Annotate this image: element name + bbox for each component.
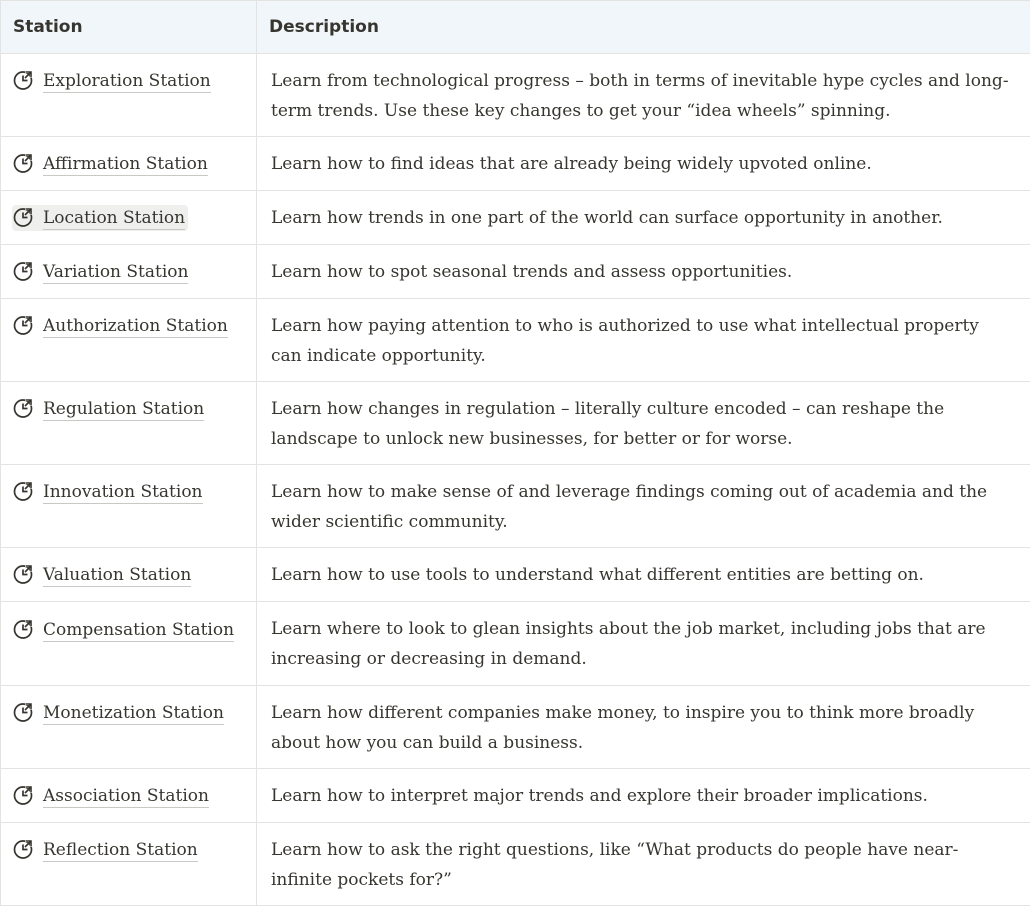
station-link[interactable] xyxy=(12,701,227,725)
station-cell xyxy=(1,602,257,686)
description-cell: Learn how to interpret major trends and explore their broader implications. xyxy=(257,769,1030,823)
station-cell xyxy=(1,245,257,299)
page-link-icon xyxy=(12,784,34,806)
page-link-icon xyxy=(12,69,34,91)
description-cell: Learn where to look to glean insights about the job market, including jobs that are increasing or decreasing in demand. xyxy=(257,602,1030,686)
table-row xyxy=(1,191,1030,245)
table-row xyxy=(1,382,1030,465)
table-row xyxy=(1,299,1030,382)
station-name: Exploration Station xyxy=(43,71,211,93)
station-cell xyxy=(1,465,257,548)
station-link[interactable] xyxy=(12,205,188,231)
page-link-icon xyxy=(12,260,34,282)
description-cell: Learn how to spot seasonal trends and assess opportunities. xyxy=(257,245,1030,299)
description-cell: Learn how to use tools to understand what different entities are betting on. xyxy=(257,548,1030,602)
station-name: Authorization Station xyxy=(43,316,228,338)
description-cell: Learn how paying attention to who is authorized to use what intellectual property can indicate opportunity. xyxy=(257,299,1030,382)
station-name: Reflection Station xyxy=(43,840,198,862)
description-cell: Learn how different companies make money, to inspire you to think more broadly about how you can build a business. xyxy=(257,686,1030,769)
station-name: Valuation Station xyxy=(43,565,191,587)
table-row xyxy=(1,548,1030,602)
station-link[interactable] xyxy=(12,563,194,587)
page-link-icon xyxy=(12,563,34,585)
table-header xyxy=(1,1,1030,54)
description-cell: Learn how to make sense of and leverage findings coming out of academia and the wider scientific community. xyxy=(257,465,1030,548)
column-header-station: Station xyxy=(1,1,257,54)
description-cell: Learn how to ask the right questions, like “What products do people have near-infinite pockets for?” xyxy=(257,823,1030,906)
station-link[interactable] xyxy=(12,152,211,176)
description-cell: Learn how to find ideas that are already being widely upvoted online. xyxy=(257,137,1030,191)
header-row xyxy=(1,1,1030,54)
station-link[interactable] xyxy=(12,314,231,338)
station-cell xyxy=(1,686,257,769)
station-link[interactable] xyxy=(12,838,201,862)
station-cell xyxy=(1,137,257,191)
station-cell xyxy=(1,382,257,465)
station-cell xyxy=(1,769,257,823)
station-name: Variation Station xyxy=(43,262,188,284)
station-link[interactable] xyxy=(12,618,237,642)
station-cell xyxy=(1,548,257,602)
station-name: Regulation Station xyxy=(43,399,204,421)
page-link-icon xyxy=(12,314,34,336)
page-link-icon xyxy=(12,480,34,502)
table-row xyxy=(1,602,1030,686)
station-cell xyxy=(1,191,257,245)
station-link[interactable] xyxy=(12,784,212,808)
station-name: Monetization Station xyxy=(43,703,224,725)
page-link-icon xyxy=(12,206,34,228)
table-row xyxy=(1,465,1030,548)
station-cell xyxy=(1,823,257,906)
column-header-description: Description xyxy=(257,1,1030,54)
page-link-icon xyxy=(12,618,34,640)
station-name: Innovation Station xyxy=(43,482,203,504)
station-name: Compensation Station xyxy=(43,620,234,642)
description-cell: Learn from technological progress – both in terms of inevitable hype cycles and long-term trends. Use these key changes to get your “idea wheels” spinning. xyxy=(257,54,1030,137)
table-row xyxy=(1,686,1030,769)
table-row xyxy=(1,769,1030,823)
table-row xyxy=(1,54,1030,137)
station-link[interactable] xyxy=(12,480,206,504)
station-cell xyxy=(1,54,257,137)
page-link-icon xyxy=(12,701,34,723)
table-row xyxy=(1,245,1030,299)
page-link-icon xyxy=(12,152,34,174)
page-link-icon xyxy=(12,838,34,860)
station-cell xyxy=(1,299,257,382)
station-name: Location Station xyxy=(43,208,185,230)
page-link-icon xyxy=(12,397,34,419)
station-link[interactable] xyxy=(12,69,214,93)
table-row xyxy=(1,823,1030,906)
description-cell: Learn how trends in one part of the world can surface opportunity in another. xyxy=(257,191,1030,245)
description-cell: Learn how changes in regulation – literally culture encoded – can reshape the landscape to unlock new businesses, for better or for worse. xyxy=(257,382,1030,465)
station-link[interactable] xyxy=(12,260,191,284)
table-body xyxy=(1,54,1030,906)
station-link[interactable] xyxy=(12,397,207,421)
station-name: Affirmation Station xyxy=(43,154,208,176)
station-name: Association Station xyxy=(43,786,209,808)
table-row xyxy=(1,137,1030,191)
